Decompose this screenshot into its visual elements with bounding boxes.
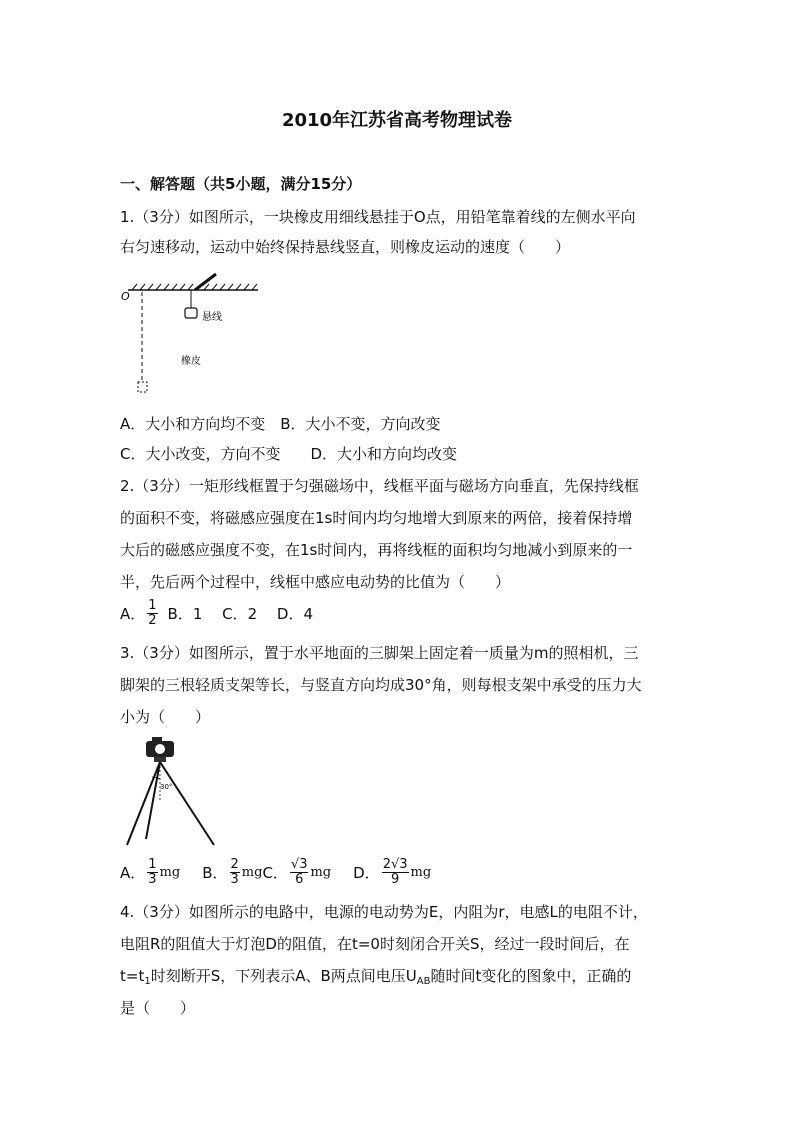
q3-option-a-label: A． (120, 864, 146, 882)
tripod-head (154, 757, 166, 762)
initial-eraser-outline (138, 382, 147, 392)
eraser-label: 橡皮 (181, 356, 201, 367)
section-heading: 一、解答题（共5小题，满分15分） (120, 175, 362, 193)
q2-option-a-fraction (147, 599, 157, 628)
q3-line-3: 小为（ ） (120, 708, 211, 726)
camera-lens-icon (154, 743, 166, 755)
fraction-numerator: 1 (148, 857, 157, 872)
q3-tripod-figure (120, 735, 220, 850)
fraction-denominator: 9 (390, 872, 400, 887)
point-o-label: O (121, 290, 130, 303)
q2-line-2: 的面积不变，将磁感应强度在1s时间内均匀地增大到原来的两倍，接着保持增 (120, 509, 633, 527)
q1-options-row-1: A．大小和方向均不变 B．大小不变，方向改变 (120, 415, 441, 433)
subscript-ab: AB (416, 976, 431, 987)
q2-line-3: 大后的磁感应强度不变，在1s时间内，再将线框的面积均匀地减小到原来的一 (120, 541, 633, 559)
q4-line-3 (120, 966, 631, 992)
q3-option-b-fraction (230, 858, 240, 887)
fraction-numerator: 1 (148, 598, 157, 613)
camera-top-icon (152, 737, 162, 742)
tripod-leg-middle (146, 762, 160, 839)
q3-option-d-label: D． (353, 864, 380, 882)
q1-options-row-2: C．大小改变，方向不变 D．大小和方向均改变 (120, 445, 458, 463)
q3-option-c-unit: mg (310, 865, 332, 880)
q4-line-2: 电阻R的阻值大于灯泡D的阻值，在t=0时刻闭合开关S，经过一段时间后，在 (120, 935, 630, 953)
q3-option-a-unit: mg (159, 865, 181, 880)
page-title: 2010年江苏省高考物理试卷 (281, 110, 513, 131)
q2-line-1: 2.（3分）一矩形线框置于匀强磁场中，线框平面与磁场方向垂直，先保持线框 (120, 477, 639, 495)
q3-option-b-label: B． (202, 864, 228, 882)
tripod-leg-left (127, 762, 160, 845)
q4-line-3-part-a: t=t (120, 967, 145, 985)
q3-line-2: 脚架的三根轻质支架等长，与竖直方向均成30°角，则每根支架中承受的压力大 (120, 676, 642, 694)
q4-line-3-part-b: 时刻断开S，下列表示A、B两点间电压U (150, 967, 417, 985)
q1-line-2: 右匀速移动，运动中始终保持悬线竖直，则橡皮运动的速度（ ） (120, 238, 571, 256)
q3-option-c-label: C． (262, 864, 288, 882)
tripod-leg-right (160, 762, 214, 845)
q1-line-1: 1.（3分）如图所示，一块橡皮用细线悬挂于O点，用铅笔靠着线的左侧水平向 (120, 208, 636, 226)
angle-label: 30° (160, 783, 173, 791)
fraction-denominator: 3 (148, 872, 157, 887)
fraction-numerator: 2√3 (382, 857, 408, 872)
q3-option-c-fraction (290, 858, 309, 887)
q1-figure (118, 270, 268, 400)
fraction-denominator: 3 (230, 872, 239, 887)
q3-option-d-unit: mg (410, 865, 432, 880)
q3-option-d-fraction (382, 858, 409, 887)
fraction-numerator: 2 (230, 857, 239, 872)
q2-options (120, 599, 313, 628)
q3-options (120, 858, 431, 887)
q3-line-1: 3.（3分）如图所示，置于水平地面的三脚架上固定着一质量为m的照相机，三 (120, 644, 639, 662)
fraction-denominator: 2 (148, 613, 157, 628)
q2-option-a-label: A． (120, 605, 146, 623)
fraction-denominator: 6 (295, 872, 304, 887)
q4-line-4: 是（ ） (120, 999, 196, 1017)
q3-option-b-unit: mg (241, 865, 263, 880)
q2-line-4: 半，先后两个过程中，线框中感应电动势的比值为（ ） (120, 573, 511, 591)
q2-options-rest: B．1 C．2 D．4 (167, 605, 314, 623)
q3-option-a-fraction (147, 858, 157, 887)
q4-line-3-part-c: 随时间t变化的图象中，正确的 (430, 967, 632, 985)
thread-label: 悬线 (202, 312, 222, 323)
fraction-numerator: √3 (290, 857, 308, 872)
subscript-1: 1 (144, 976, 151, 987)
q4-line-1: 4.（3分）如图所示的电路中，电源的电动势为E，内阻为r，电感L的电阻不计， (120, 903, 648, 921)
eraser-shape (185, 308, 197, 318)
